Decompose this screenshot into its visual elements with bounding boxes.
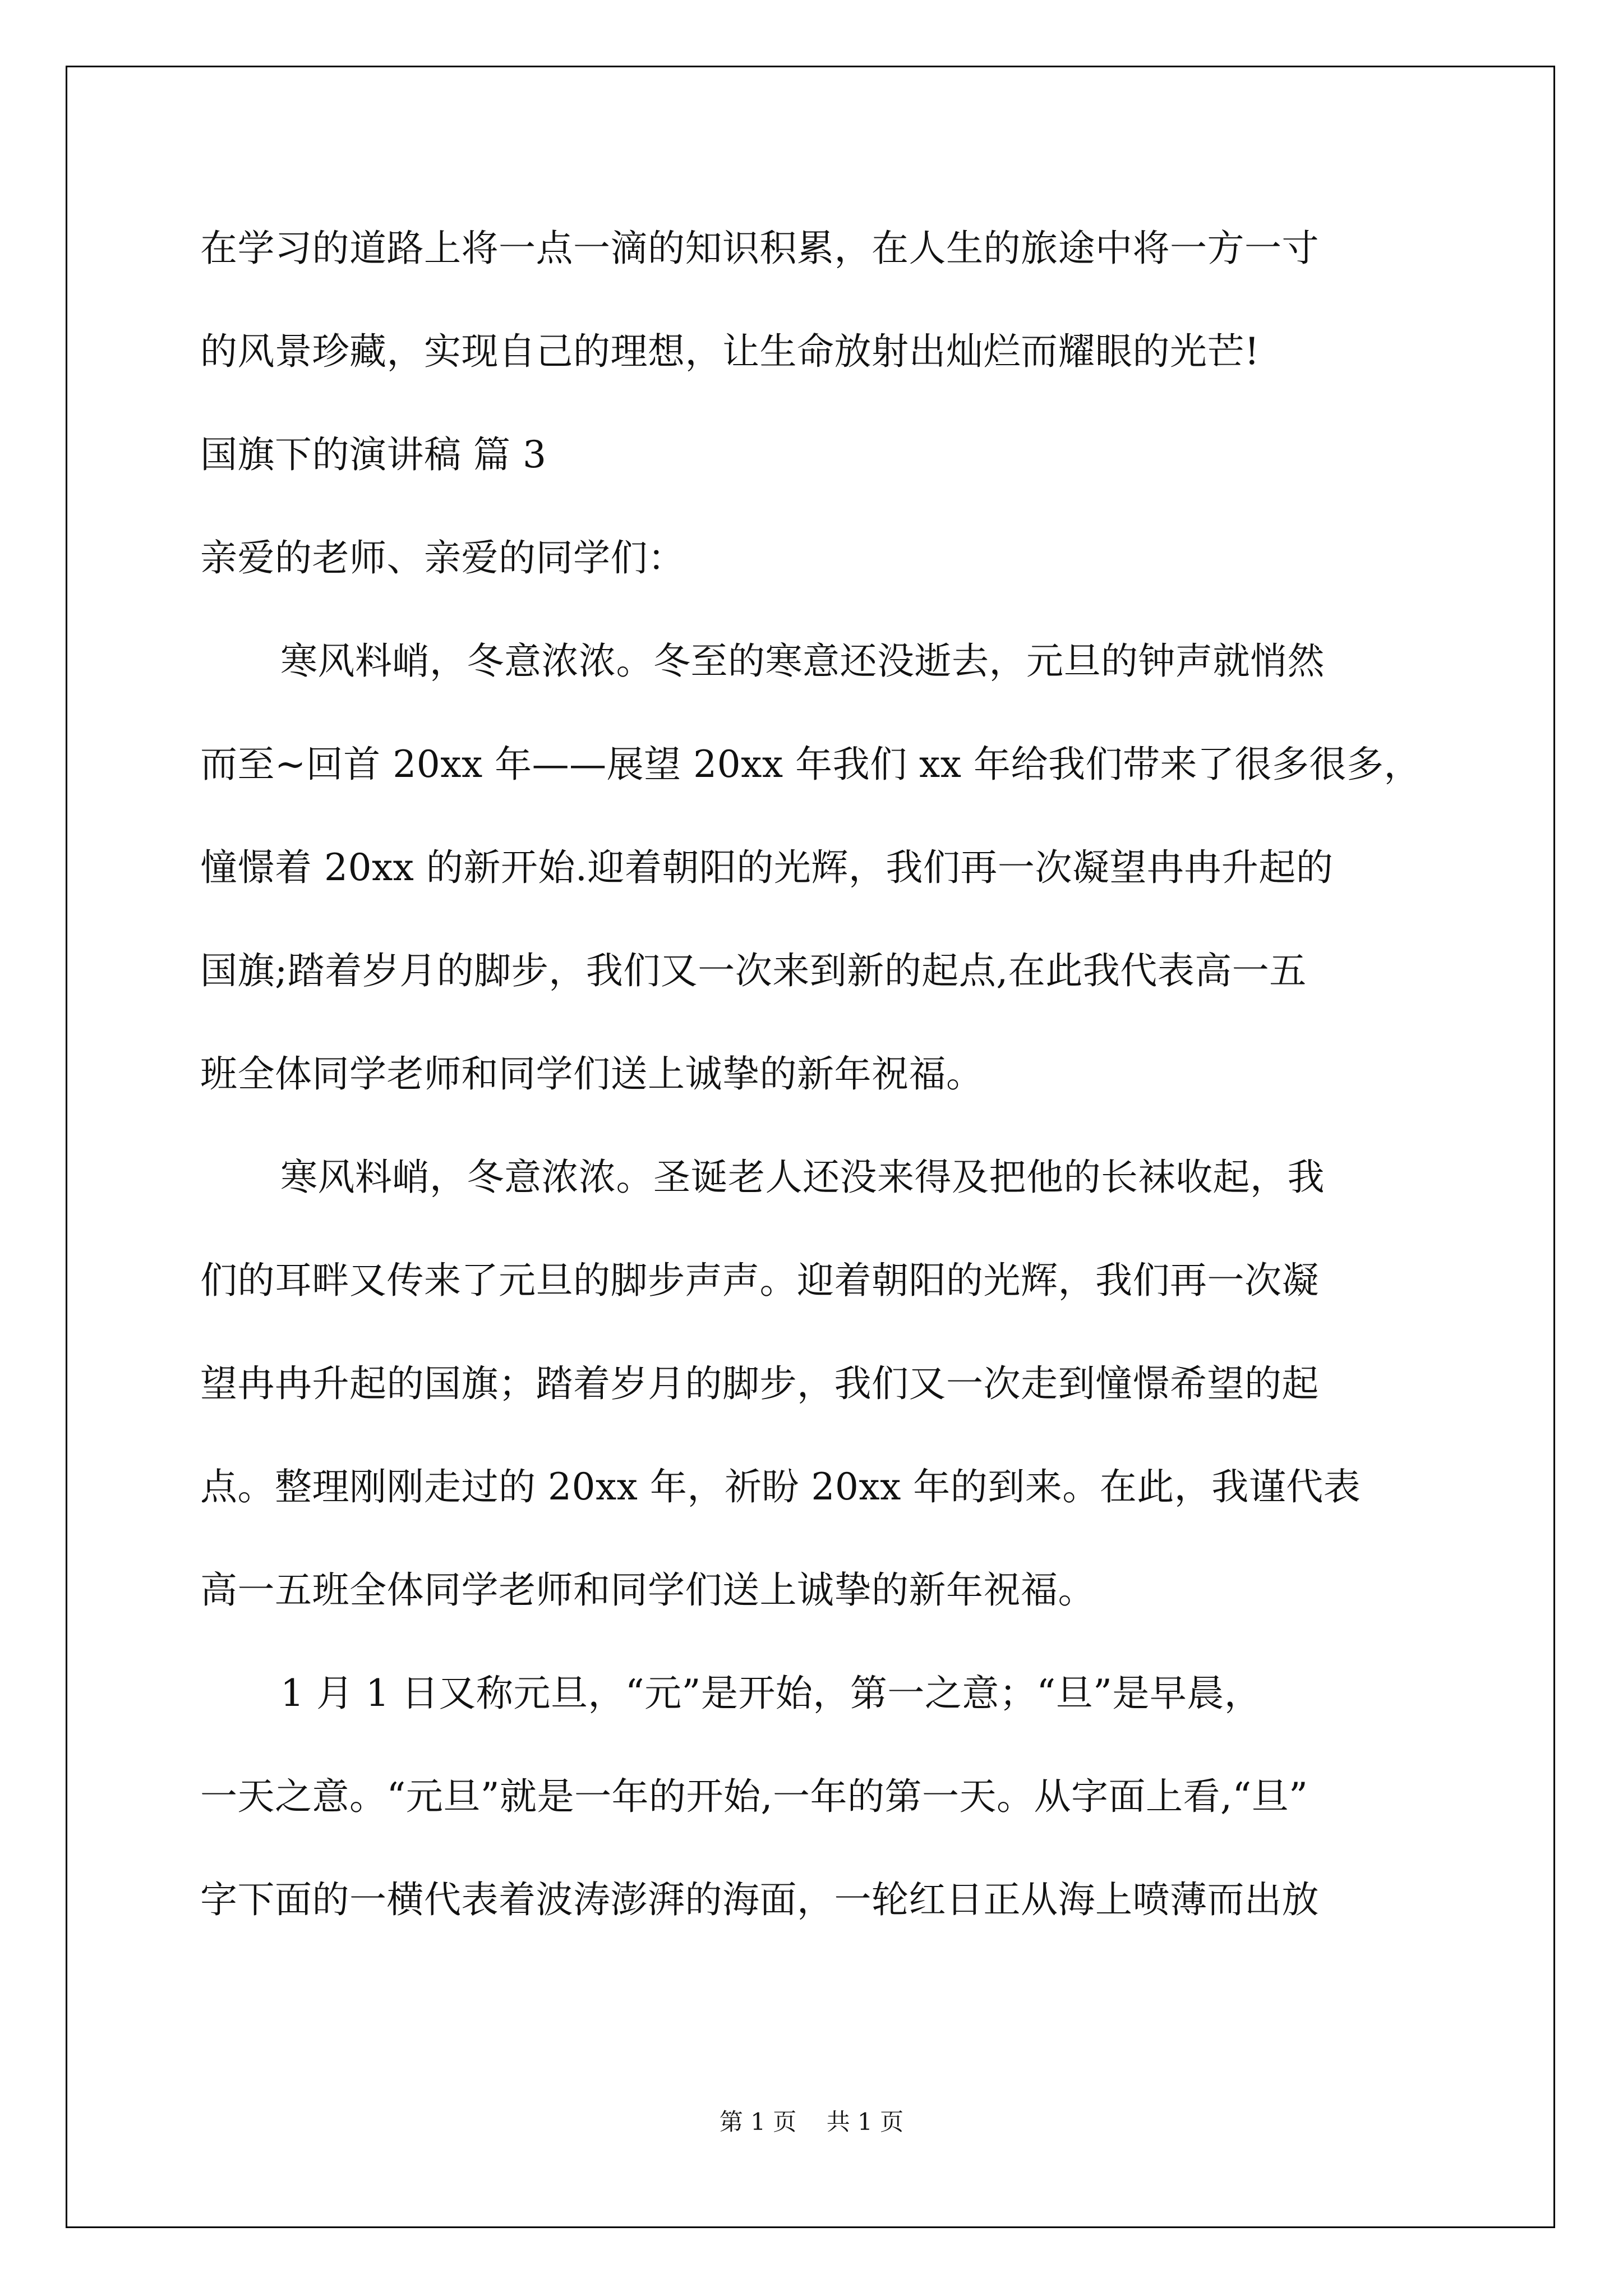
body-line-1: 在学习的道路上将一点一滴的知识积累，在人生的旅途中将一方一寸: [200, 227, 1319, 270]
paragraph-1-line-2: 而至~回首 20xx 年——展望 20xx 年我们 xx 年给我们带来了很多很多，: [200, 743, 1421, 786]
paragraph-3-line-3: 字下面的一横代表着波涛澎湃的海面，一轮红日正从海上喷薄而出放: [200, 1878, 1319, 1921]
paragraph-3-line-2: 一天之意。“元旦”就是一年的开始,一年的第一天。从字面上看,“旦”: [200, 1775, 1308, 1818]
paragraph-1-line-3: 憧憬着 20xx 的新开始.迎着朝阳的光辉，我们再一次凝望冉冉升起的: [200, 846, 1334, 889]
paragraph-2-line-2: 们的耳畔又传来了元旦的脚步声声。迎着朝阳的光辉，我们再一次凝: [200, 1259, 1319, 1302]
paragraph-2-line-5: 高一五班全体同学老师和同学们送上诚挚的新年祝福。: [200, 1568, 1095, 1612]
paragraph-1-line-4: 国旗;踏着岁月的脚步，我们又一次来到新的起点,在此我代表高一五: [200, 949, 1307, 992]
paragraph-1-line-5: 班全体同学老师和同学们送上诚挚的新年祝福。: [200, 1052, 984, 1096]
body-line-2: 的风景珍藏，实现自己的理想，让生命放射出灿烂而耀眼的光芒!: [200, 330, 1260, 373]
salutation: 亲爱的老师、亲爱的同学们：: [200, 536, 685, 579]
paragraph-2-line-3: 望冉冉升起的国旗；踏着岁月的脚步，我们又一次走到憧憬希望的起: [200, 1362, 1319, 1405]
paragraph-2-line-4: 点。整理刚刚走过的 20xx 年，祈盼 20xx 年的到来。在此，我谨代表: [200, 1465, 1361, 1508]
paragraph-1-line-1: 寒风料峭，冬意浓浓。冬至的寒意还没逝去，元旦的钟声就悄然: [280, 639, 1325, 683]
paragraph-3-line-1: 1 月 1 日又称元旦，“元”是开始，第一之意；“旦”是早晨，: [280, 1672, 1262, 1715]
section-heading: 国旗下的演讲稿 篇 3: [200, 433, 547, 476]
page-number-footer: 第 1 页 共 1 页: [719, 2108, 904, 2136]
paragraph-2-line-1: 寒风料峭，冬意浓浓。圣诞老人还没来得及把他的长袜收起，我: [280, 1156, 1325, 1199]
